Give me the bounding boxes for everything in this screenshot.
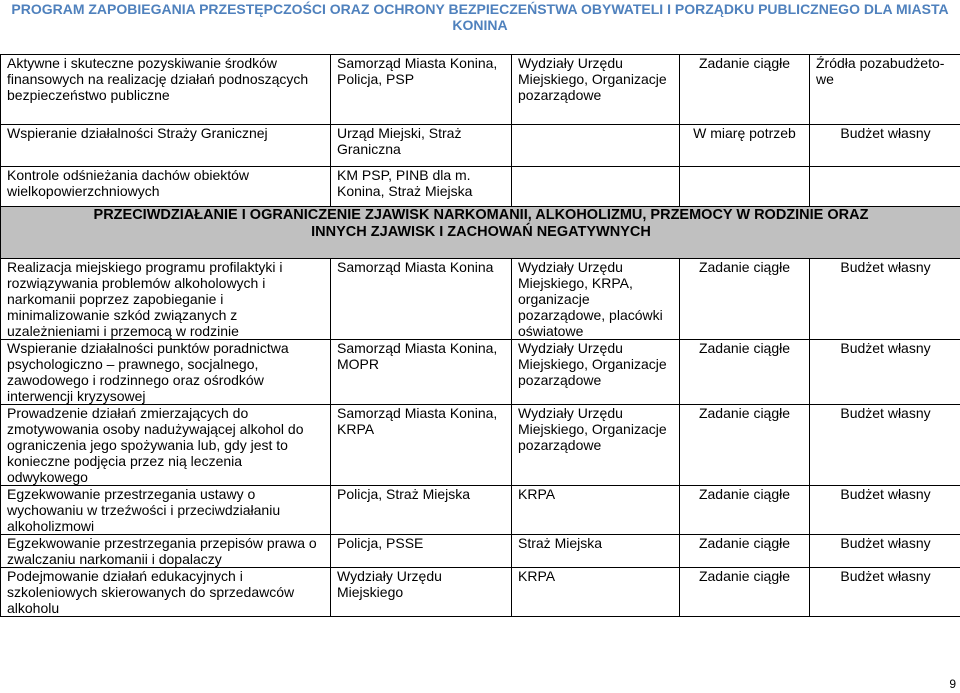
program-table: [0, 54, 960, 617]
table-row: [1, 340, 960, 405]
responsible-cell: Urząd Miejski, Straż Graniczna: [331, 125, 512, 167]
funding-cell: [810, 167, 960, 207]
deadline-cell: Zadanie ciągłe: [680, 535, 810, 568]
funding-cell: Budżet własny: [810, 125, 960, 167]
funding-cell: Budżet własny: [810, 568, 960, 617]
deadline-cell: W miarę potrzeb: [680, 125, 810, 167]
table-row: [1, 568, 960, 617]
table-row: [1, 405, 960, 486]
header-title-line-1: PROGRAM ZAPOBIEGANIA PRZESTĘPCZOŚCI ORAZ OCHRONY BEZPIECZEŃSTWA OBYWATELI I PORZĄDKU PUBLICZNEGO DLA MIASTA: [11, 1, 949, 17]
table-row: [1, 535, 960, 568]
task-cell: Kontrole odśnieżania dachów obiektów wielkopowierzchniowych: [1, 167, 331, 207]
header-title-line-2: KONINA: [452, 17, 508, 33]
partners-cell: Wydziały Urzędu Miejskiego, Organizacje pozarządowe: [512, 340, 680, 405]
table-row: [1, 259, 960, 340]
section-heading: [1, 207, 960, 259]
responsible-cell: Policja, Straż Miejska: [331, 486, 512, 535]
deadline-cell: Zadanie ciągłe: [680, 568, 810, 617]
funding-cell: Budżet własny: [810, 486, 960, 535]
responsible-cell: Samorząd Miasta Konina, Policja, PSP: [331, 55, 512, 125]
partners-cell: Wydziały Urzędu Miejskiego, KRPA, organizacje pozarządowe, placówki oświatowe: [512, 259, 680, 340]
partners-cell: [512, 125, 680, 167]
funding-cell: Budżet własny: [810, 259, 960, 340]
section-heading-line-1: PRZECIWDZIAŁANIE I OGRANICZENIE ZJAWISK NARKOMANII, ALKOHOLIZMU, PRZEMOCY W RODZINIE ORAZ: [93, 207, 869, 223]
deadline-cell: Zadanie ciągłe: [680, 405, 810, 486]
deadline-cell: Zadanie ciągłe: [680, 486, 810, 535]
task-cell: Realizacja miejskiego programu profilaktyki i rozwiązywania problemów alkoholowych i narkomanii poprzez zapobieganie i minimalizowanie szkód związanych z uzależnieniami i przemocą w rodzinie: [1, 259, 331, 340]
table-row: [1, 55, 960, 125]
deadline-cell: Zadanie ciągłe: [680, 259, 810, 340]
task-cell: Prowadzenie działań zmierzających do zmotywowania osoby nadużywającej alkohol do ograniczenia jego spożywania lub, gdy jest to konieczne podjęcia przez nią leczenia odwykowego: [1, 405, 331, 486]
partners-cell: Wydziały Urzędu Miejskiego, Organizacje pozarządowe: [512, 405, 680, 486]
section-heading-line-2: INNYCH ZJAWISK I ZACHOWAŃ NEGATYWNYCH: [311, 224, 651, 240]
task-cell: Wspieranie działalności punktów poradnictwa psychologiczno – prawnego, socjalnego, zawodowego i rodzinnego oraz ośrodków interwencji kryzysowej: [1, 340, 331, 405]
funding-cell: Budżet własny: [810, 405, 960, 486]
document-header: [0, 1, 960, 33]
responsible-cell: Policja, PSSE: [331, 535, 512, 568]
table-row: [1, 486, 960, 535]
table-row: [1, 167, 960, 207]
table-row: [1, 125, 960, 167]
responsible-cell: Samorząd Miasta Konina, MOPR: [331, 340, 512, 405]
partners-cell: Wydziały Urzędu Miejskiego, Organizacje pozarządowe: [512, 55, 680, 125]
responsible-cell: Samorząd Miasta Konina: [331, 259, 512, 340]
responsible-cell: Samorząd Miasta Konina, KRPA: [331, 405, 512, 486]
task-cell: Wspieranie działalności Straży Granicznej: [1, 125, 331, 167]
partners-cell: KRPA: [512, 486, 680, 535]
task-cell: Egzekwowanie przestrzegania przepisów prawa o zwalczaniu narkomanii i dopalaczy: [1, 535, 331, 568]
partners-cell: KRPA: [512, 568, 680, 617]
funding-cell: Budżet własny: [810, 340, 960, 405]
responsible-cell: Wydziały Urzędu Miejskiego: [331, 568, 512, 617]
funding-cell: Źródła pozabudżeto-we: [810, 55, 960, 125]
deadline-cell: Zadanie ciągłe: [680, 340, 810, 405]
deadline-cell: [680, 167, 810, 207]
responsible-cell: KM PSP, PINB dla m. Konina, Straż Miejska: [331, 167, 512, 207]
task-cell: Podejmowanie działań edukacyjnych i szkoleniowych skierowanych do sprzedawców alkoholu: [1, 568, 331, 617]
partners-cell: Straż Miejska: [512, 535, 680, 568]
section-row: [1, 207, 960, 259]
funding-cell: Budżet własny: [810, 535, 960, 568]
partners-cell: [512, 167, 680, 207]
page-number: 9: [949, 677, 956, 691]
task-cell: Aktywne i skuteczne pozyskiwanie środków finansowych na realizację działań podnoszących bezpieczeństwo publiczne: [1, 55, 331, 125]
deadline-cell: Zadanie ciągłe: [680, 55, 810, 125]
task-cell: Egzekwowanie przestrzegania ustawy o wychowaniu w trzeźwości i przeciwdziałaniu alkoholizmowi: [1, 486, 331, 535]
